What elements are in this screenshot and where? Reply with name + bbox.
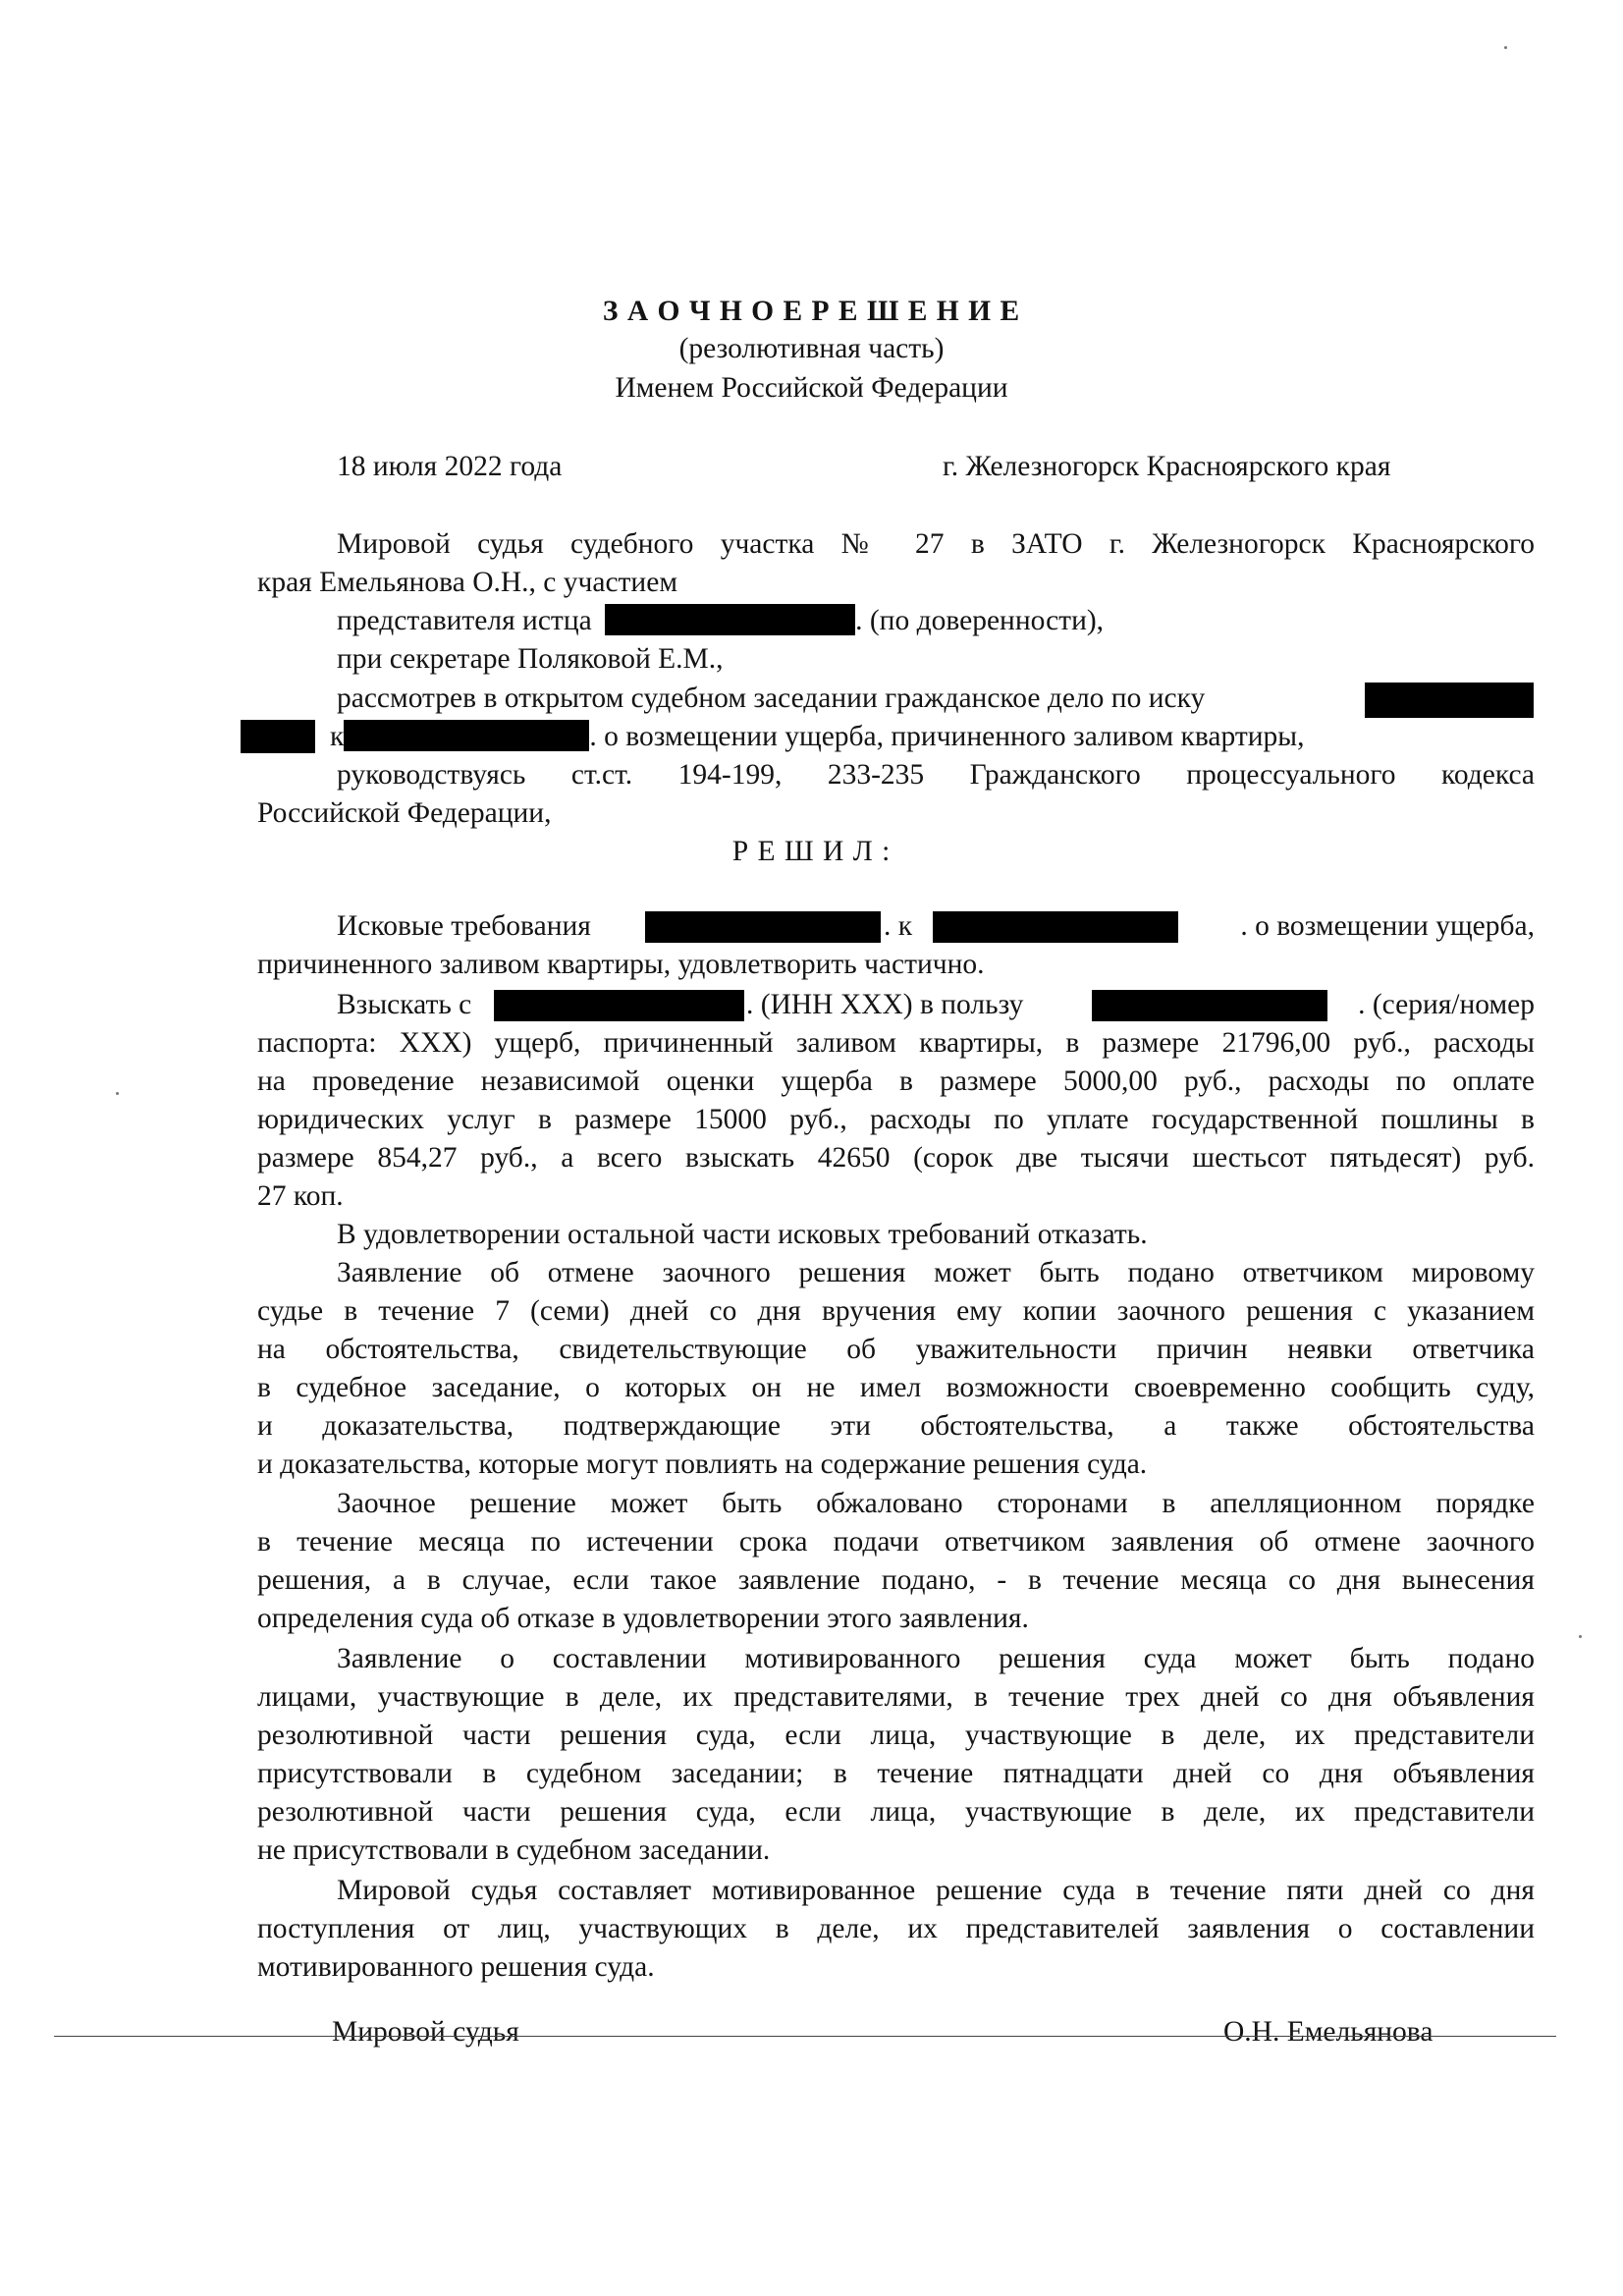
ruling-p2-line: 27 коп. — [257, 1180, 344, 1212]
intro-line-5: рассмотрев в открытом судебном заседании гражданское дело по иску — [337, 683, 1206, 714]
intro-line-6-text: . о возмещении ущерба, причиненного заливом квартиры, — [589, 721, 1305, 752]
signature-rule — [54, 2036, 1556, 2037]
intro-line-6 — [330, 718, 1304, 756]
ruling-p6-line: не присутствовали в судебном заседании. — [257, 1834, 771, 1866]
redaction-block — [645, 911, 881, 943]
ruling-p1-line-2: причиненного заливом квартиры, удовлетворить частично. — [257, 949, 985, 980]
intro-line-6-prefix: к — [330, 721, 345, 752]
ruling-p6-line: присутствовали в судебном заседании; в течение пятнадцати дней со дня объявления — [257, 1758, 1535, 1789]
scan-speck — [116, 1092, 119, 1095]
ruling-p5-line: Заочное решение может быть обжаловано сторонами в апелляционном порядке — [337, 1488, 1535, 1519]
ruling-p2-passport: . (серия/номер — [1358, 989, 1535, 1020]
intro-line-3-tail: . (по доверенности), — [855, 605, 1105, 636]
signature-role: Мировой судья — [332, 2016, 519, 2048]
scan-speck — [1504, 46, 1507, 49]
ruling-p3: В удовлетворении остальной части исковых требований отказать. — [337, 1219, 1148, 1250]
ruling-p2-line: на проведение независимой оценки ущерба в размере 5000,00 руб., расходы по оплате — [257, 1066, 1535, 1097]
ruling-p6-line: Заявление о составлении мотивированного решения суда может быть подано — [337, 1643, 1535, 1674]
ruling-p2-line: юридических услуг в размере 15000 руб., расходы по уплате государственной пошлины в — [257, 1104, 1535, 1135]
intro-line-2: края Емельянова О.Н., с участием — [257, 567, 677, 598]
intro-line-7: руководствуясь ст.ст. 194-199, 233-235 Гражданского процессуального кодекса — [337, 759, 1535, 791]
ruling-p2-body — [257, 1024, 1535, 1216]
ruling-p2-prefix: Взыскать с — [337, 989, 472, 1020]
ruling-p1-tail: . о возмещении ущерба, — [1240, 910, 1535, 942]
ruling-p6 — [257, 1640, 1535, 1870]
ruling-p5-line: в течение месяца по истечении срока подачи ответчиком заявления об отмене заочного — [257, 1526, 1535, 1558]
ruling-p2-line: размере 854,27 руб., а всего взыскать 42650 (сорок две тысячи шестьсот пятьдесят) руб. — [257, 1142, 1535, 1174]
intro-line-8: Российской Федерации, — [257, 797, 552, 829]
ruling-p5 — [257, 1485, 1535, 1638]
ruling-p1-text: Исковые требования — [337, 910, 591, 942]
redaction-block — [1365, 683, 1534, 718]
redaction-block — [605, 604, 855, 635]
ruling-p2-inn: . (ИНН XXX) в пользу — [746, 989, 1024, 1020]
decision-place: г. Железногорск Красноярского края — [943, 451, 1391, 482]
intro-line-3 — [337, 602, 1104, 640]
signature-name: О.Н. Емельянова — [1223, 2016, 1434, 2048]
redaction-block — [494, 990, 744, 1021]
redaction-block — [344, 720, 589, 751]
ruling-p4-line: в судебное заседание, о которых он не имел возможности своевременно сообщить суду, — [257, 1372, 1535, 1403]
intro-line-1: Мировой судья судебного участка № 27 в ЗАТО г. Железногорск Красноярского — [337, 528, 1535, 560]
ruling-p4-line: и доказательства, подтверждающие эти обстоятельства, а также обстоятельства — [257, 1410, 1535, 1442]
ruling-p4-line: Заявление об отмене заочного решения может быть подано ответчиком мировому — [337, 1257, 1535, 1288]
ruling-p7 — [257, 1872, 1535, 1987]
redaction-block — [933, 911, 1178, 943]
ruling-p7-line: Мировой судья составляет мотивированное решение суда в течение пяти дней со дня — [337, 1875, 1535, 1906]
ruling-p2-line: паспорта: XXX) ущерб, причиненный заливом квартиры, в размере 21796,00 руб., расходы — [257, 1027, 1535, 1059]
ruling-p1-k: . к — [884, 910, 913, 942]
redaction-block — [241, 720, 315, 753]
ruling-p6-line: лицами, участвующие в деле, их представителями, в течение трех дней со дня объявления — [257, 1681, 1535, 1713]
intro-line-4: при секретаре Поляковой Е.М., — [337, 643, 724, 675]
ruling-p4-line: и доказательства, которые могут повлиять на содержание решения суда. — [257, 1449, 1148, 1480]
decided-heading: Р Е Ш И Л : — [731, 836, 892, 867]
ruling-p5-line: решения, а в случае, если такое заявление подано, - в течение месяца со дня вынесения — [257, 1564, 1535, 1596]
ruling-p6-line: резолютивной части решения суда, если лица, участвующие в деле, их представители — [257, 1720, 1535, 1751]
intro-line-3-text: представителя истца — [337, 605, 592, 636]
ruling-p4-line: судье в течение 7 (семи) дней со дня вручения ему копии заочного решения с указанием — [257, 1295, 1535, 1327]
document-subtitle: (резолютивная часть) — [678, 333, 945, 364]
ruling-p4-line: на обстоятельства, свидетельствующие об уважительности причин неявки ответчика — [257, 1334, 1535, 1365]
ruling-p6-line: резолютивной части решения суда, если лица, участвующие в деле, их представители — [257, 1796, 1535, 1828]
ruling-p5-line: определения суда об отказе в удовлетворении этого заявления. — [257, 1603, 1029, 1634]
ruling-p7-line: поступления от лиц, участвующих в деле, их представителей заявления о составлении — [257, 1913, 1535, 1944]
scan-speck — [1579, 1635, 1582, 1638]
decision-date: 18 июля 2022 года — [337, 451, 563, 482]
document-authority: Именем Российской Федерации — [615, 372, 1008, 404]
ruling-p7-line: мотивированного решения суда. — [257, 1951, 655, 1983]
ruling-p4 — [257, 1254, 1535, 1484]
document-title: З А О Ч Н О Е Р Е Ш Е Н И Е — [602, 296, 1021, 327]
redaction-block — [1092, 990, 1327, 1021]
